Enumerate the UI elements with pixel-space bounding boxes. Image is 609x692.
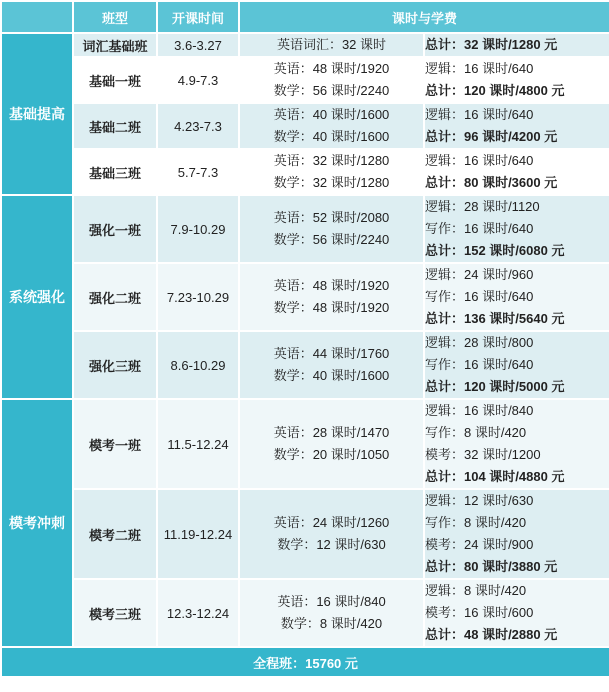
- table-row: [1, 33, 609, 57]
- table-row: [1, 331, 609, 399]
- class-name-cell: 模考一班: [73, 399, 157, 489]
- subject-line: 数学：56 课时/2240: [273, 232, 390, 247]
- total-line: 逻辑：16 课时/640: [425, 61, 534, 76]
- stage-cell-foundation: 基础提高: [1, 33, 73, 195]
- total-hours-cell: [424, 57, 609, 103]
- total-line: 总计：152 课时/6080 元: [425, 243, 565, 258]
- subject-line: 英语：28 课时/1470: [273, 425, 390, 440]
- class-date-cell: 12.3-12.24: [157, 579, 239, 647]
- total-line: 总计：32 课时/1280 元: [425, 37, 558, 52]
- class-date-cell: 4.23-7.3: [157, 103, 239, 149]
- total-hours-cell: [424, 579, 609, 647]
- total-hours-cell: [424, 103, 609, 149]
- header-stage-cell: [1, 1, 73, 33]
- subject-line: 数学：56 课时/2240: [273, 83, 390, 98]
- total-line: 总计：136 课时/5640 元: [425, 311, 565, 326]
- subject-line: 英语：40 课时/1600: [273, 107, 390, 122]
- stage-cell-intensive: 系统强化: [1, 195, 73, 399]
- subject-line: 英语：52 课时/2080: [273, 210, 390, 225]
- total-line: 逻辑：16 课时/840: [425, 403, 534, 418]
- subject-hours-cell: [239, 399, 424, 489]
- total-line: 写作：16 课时/640: [425, 221, 534, 236]
- class-name-cell: 词汇基础班: [73, 33, 157, 57]
- class-name-cell: 模考二班: [73, 489, 157, 579]
- full-program-total: 全程班：15760 元: [1, 647, 609, 677]
- table-row: [1, 399, 609, 489]
- total-line: 写作：16 课时/640: [425, 289, 534, 304]
- header-date-cell: 开课时间: [157, 1, 239, 33]
- class-date-cell: 3.6-3.27: [157, 33, 239, 57]
- total-line: 模考：16 课时/600: [425, 605, 534, 620]
- total-line: 总计：80 课时/3600 元: [425, 175, 558, 190]
- class-name-cell: 基础二班: [73, 103, 157, 149]
- class-name-cell: 基础三班: [73, 149, 157, 195]
- subject-line: 数学：40 课时/1600: [273, 129, 390, 144]
- table-row: [1, 103, 609, 149]
- subject-hours-cell: [239, 33, 424, 57]
- class-date-cell: 11.19-12.24: [157, 489, 239, 579]
- total-line: 总计：104 课时/4880 元: [425, 469, 565, 484]
- subject-hours-cell: [239, 103, 424, 149]
- subject-line: 数学：8 课时/420: [280, 616, 383, 631]
- total-line: 写作：8 课时/420: [425, 425, 527, 440]
- class-name-cell: 强化三班: [73, 331, 157, 399]
- subject-line: 英语：44 课时/1760: [273, 346, 390, 361]
- total-line: 总计：96 课时/4200 元: [425, 129, 558, 144]
- table-row: [1, 149, 609, 195]
- total-line: 逻辑：16 课时/640: [425, 107, 534, 122]
- subject-line: 数学：20 课时/1050: [273, 447, 390, 462]
- total-hours-cell: [424, 399, 609, 489]
- subject-hours-cell: [239, 579, 424, 647]
- subject-hours-cell: [239, 263, 424, 331]
- subject-line: 数学：12 课时/630: [277, 537, 386, 552]
- class-date-cell: 11.5-12.24: [157, 399, 239, 489]
- header-hours-fee-cell: 课时与学费: [239, 1, 609, 33]
- header-class-cell: 班型: [73, 1, 157, 33]
- subject-line: 英语词汇：32 课时: [276, 37, 387, 52]
- total-line: 逻辑：28 课时/1120: [425, 199, 540, 214]
- total-line: 模考：32 课时/1200: [425, 447, 541, 462]
- class-name-cell: 模考三班: [73, 579, 157, 647]
- total-hours-cell: [424, 331, 609, 399]
- class-name-cell: 基础一班: [73, 57, 157, 103]
- subject-line: 英语：24 课时/1260: [273, 515, 390, 530]
- subject-line: 英语：32 课时/1280: [273, 153, 390, 168]
- class-date-cell: 8.6-10.29: [157, 331, 239, 399]
- table-row: [1, 57, 609, 103]
- subject-hours-cell: [239, 57, 424, 103]
- subject-line: 数学：32 课时/1280: [273, 175, 390, 190]
- total-line: 逻辑：8 课时/420: [425, 583, 527, 598]
- total-hours-cell: [424, 195, 609, 263]
- total-line: 逻辑：16 课时/640: [425, 153, 534, 168]
- total-hours-cell: [424, 489, 609, 579]
- total-line: 逻辑：24 课时/960: [425, 267, 534, 282]
- table-footer-row: [1, 647, 609, 677]
- subject-hours-cell: [239, 331, 424, 399]
- subject-line: 英语：16 课时/840: [277, 594, 386, 609]
- total-line: 总计：80 课时/3880 元: [425, 559, 558, 574]
- class-date-cell: 7.9-10.29: [157, 195, 239, 263]
- total-line: 总计：120 课时/4800 元: [425, 83, 565, 98]
- class-date-cell: 4.9-7.3: [157, 57, 239, 103]
- table-row: [1, 195, 609, 263]
- total-line: 总计：120 课时/5000 元: [425, 379, 565, 394]
- total-hours-cell: [424, 33, 609, 57]
- table-row: [1, 579, 609, 647]
- stage-cell-sprint: 模考冲刺: [1, 399, 73, 647]
- table-row: [1, 489, 609, 579]
- total-line: 逻辑：12 课时/630: [425, 493, 534, 508]
- class-name-cell: 强化一班: [73, 195, 157, 263]
- subject-line: 英语：48 课时/1920: [273, 278, 390, 293]
- total-line: 总计：48 课时/2880 元: [425, 627, 558, 642]
- total-hours-cell: [424, 149, 609, 195]
- subject-line: 数学：48 课时/1920: [273, 300, 390, 315]
- class-name-cell: 强化二班: [73, 263, 157, 331]
- total-line: 逻辑：28 课时/800: [425, 335, 534, 350]
- total-line: 写作：8 课时/420: [425, 515, 527, 530]
- total-line: 模考：24 课时/900: [425, 537, 534, 552]
- total-hours-cell: [424, 263, 609, 331]
- table-header-row: [1, 1, 609, 33]
- table-row: [1, 263, 609, 331]
- subject-hours-cell: [239, 195, 424, 263]
- subject-line: 英语：48 课时/1920: [273, 61, 390, 76]
- subject-line: 数学：40 课时/1600: [273, 368, 390, 383]
- subject-hours-cell: [239, 489, 424, 579]
- class-date-cell: 7.23-10.29: [157, 263, 239, 331]
- class-date-cell: 5.7-7.3: [157, 149, 239, 195]
- total-line: 写作：16 课时/640: [425, 357, 534, 372]
- subject-hours-cell: [239, 149, 424, 195]
